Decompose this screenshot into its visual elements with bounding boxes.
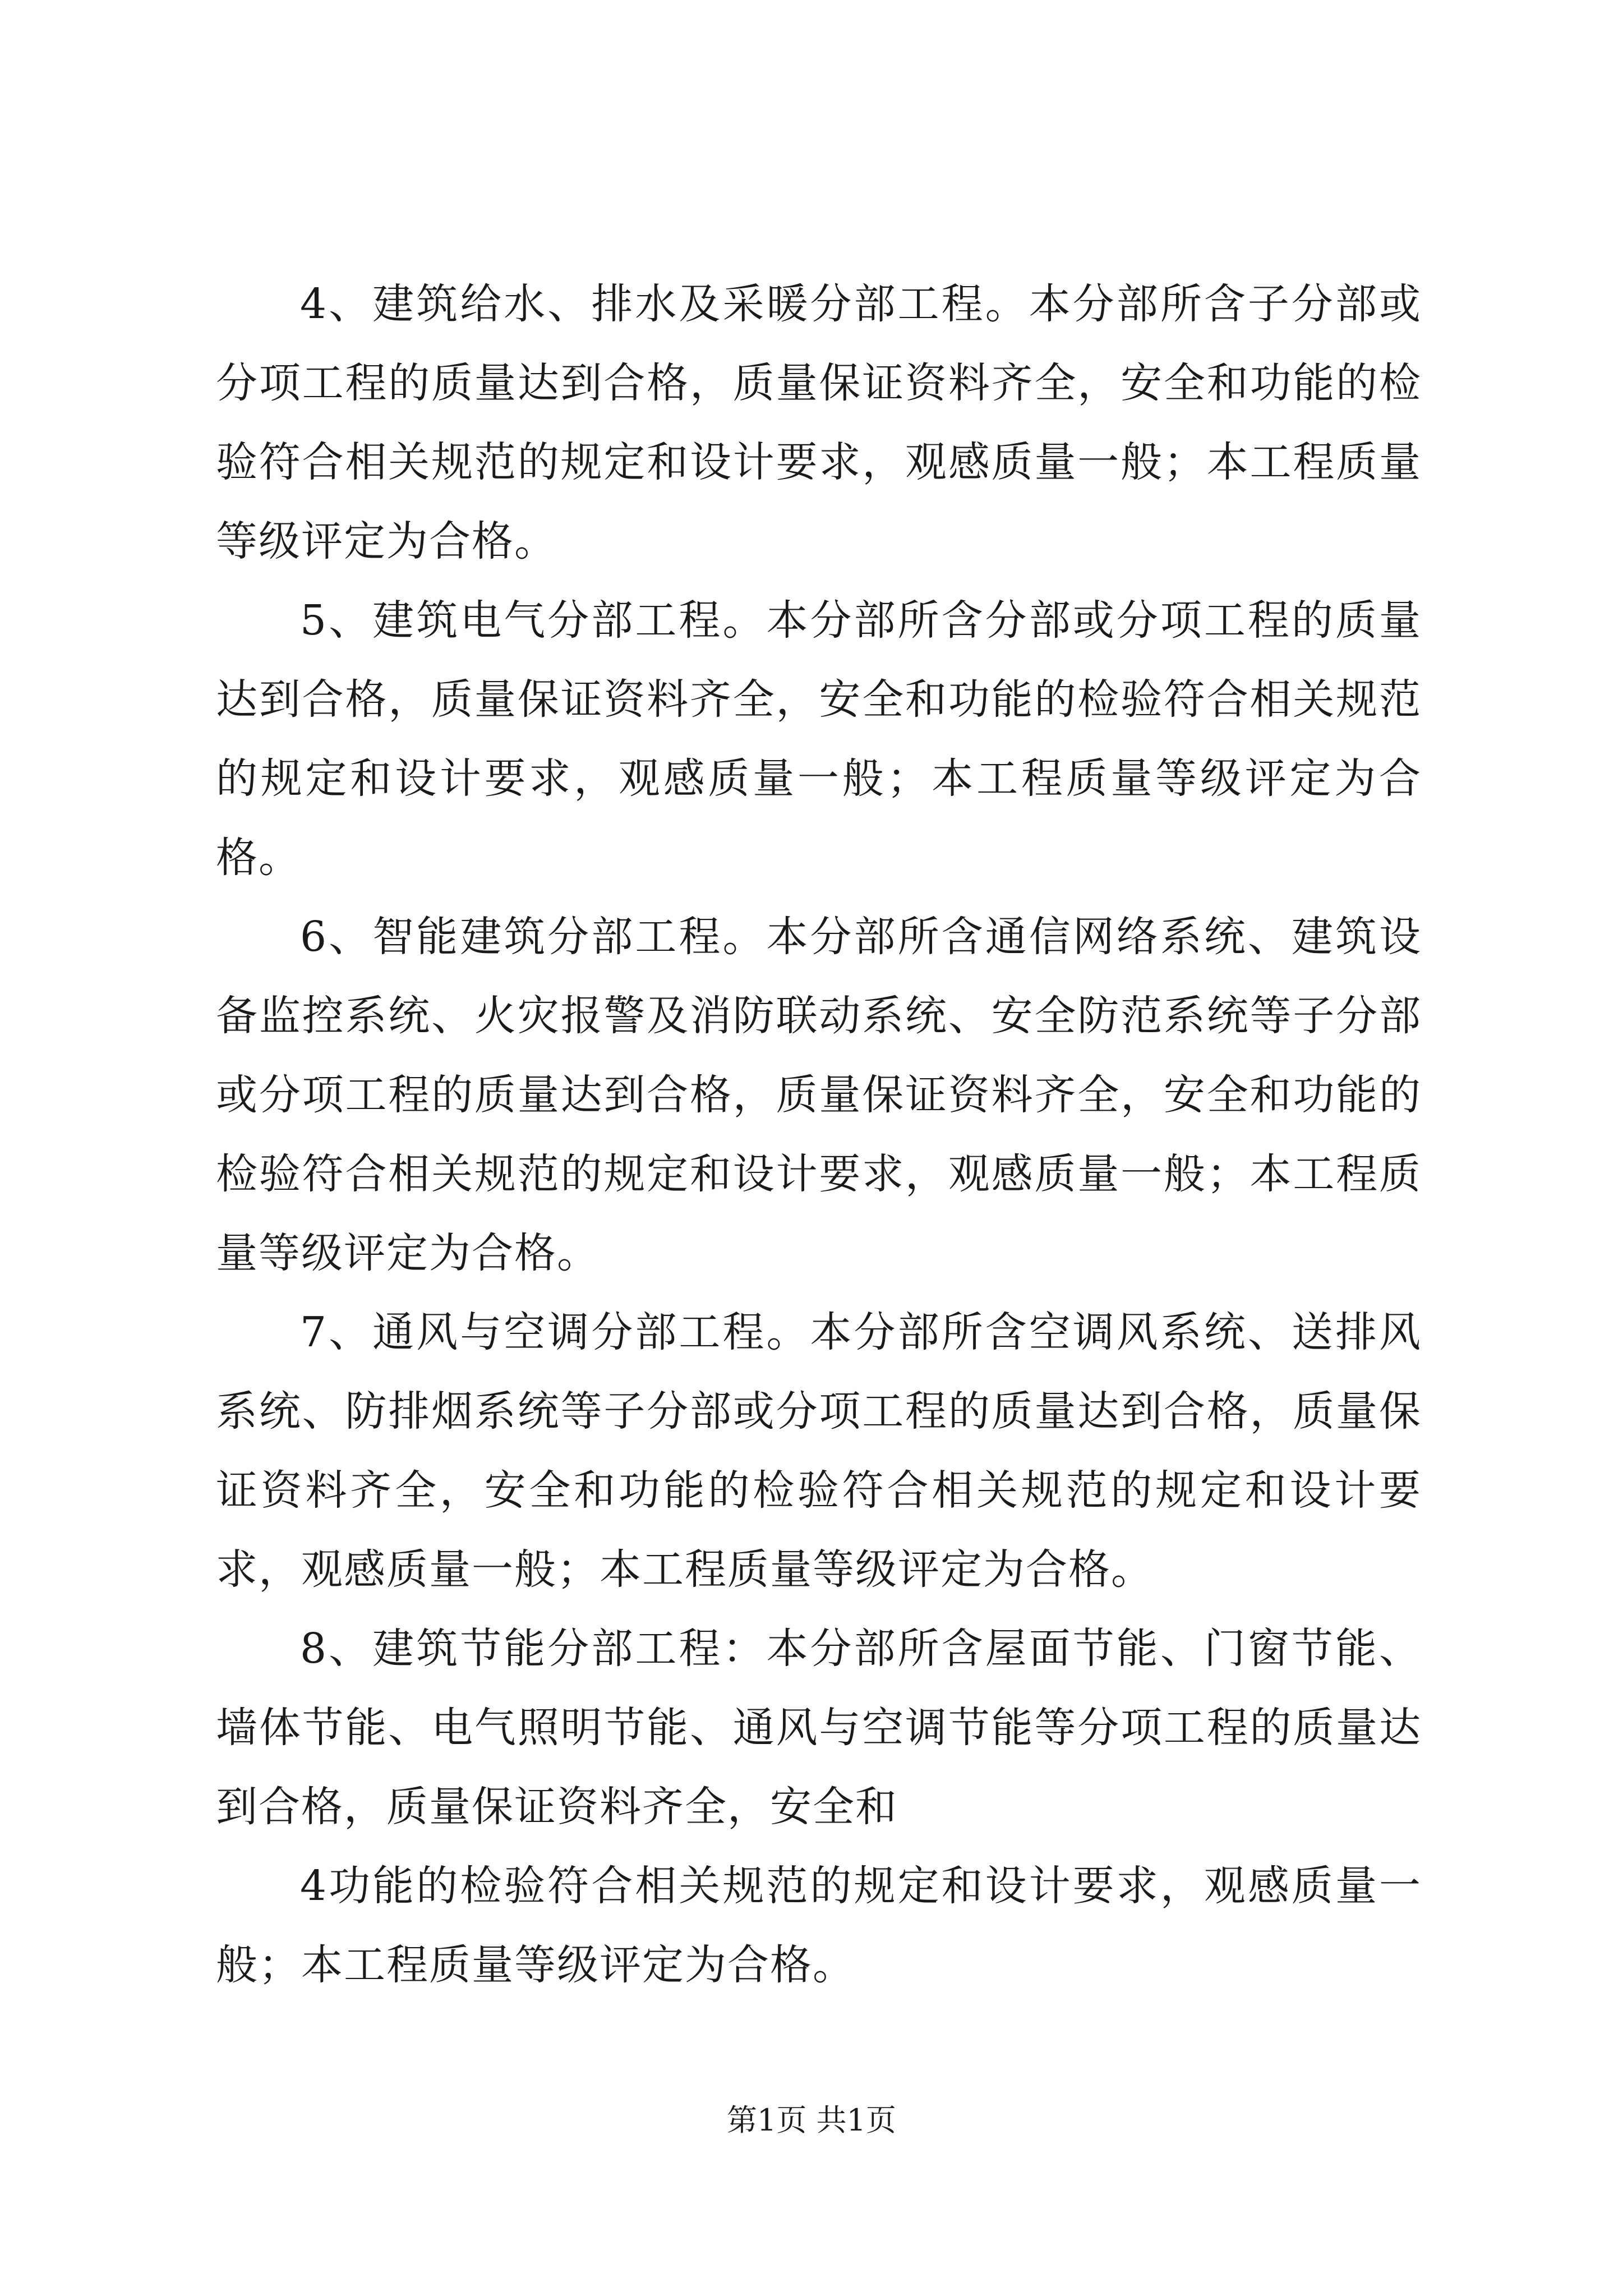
- paragraph-intelligent-building: 6、智能建筑分部工程。本分部所含通信网络系统、建筑设备监控系统、火灾报警及消防联动系统、安全防范系统等子分部或分项工程的质量达到合格，质量保证资料齐全，安全和功能的检验符合相关规范的规定和设计要求，观感质量一般；本工程质量等级评定为合格。: [216, 913, 1422, 1277]
- page-footer: [0, 2101, 1623, 2140]
- paragraph-electrical: 5、建筑电气分部工程。本分部所含分部或分项工程的质量达到合格，质量保证资料齐全，安全和功能的检验符合相关规范的规定和设计要求，观感质量一般；本工程质量等级评定为合格。: [216, 596, 1422, 882]
- paragraph-energy-saving-continued: 4功能的检验符合相关规范的规定和设计要求，观感质量一般；本工程质量等级评定为合格。: [216, 1862, 1422, 1989]
- paragraph-energy-saving: 8、建筑节能分部工程：本分部所含屋面节能、门窗节能、墙体节能、电气照明节能、通风与空调节能等分项工程的质量达到合格，质量保证资料齐全，安全和: [216, 1625, 1422, 1831]
- page-number-label: 第1页 共1页: [727, 2102, 896, 2138]
- document-body: [216, 265, 1422, 2005]
- paragraph-ventilation-air-conditioning: 7、通风与空调分部工程。本分部所含空调风系统、送排风系统、防排烟系统等子分部或分项工程的质量达到合格，质量保证资料齐全，安全和功能的检验符合相关规范的规定和设计要求，观感质量一般；本工程质量等级评定为合格。: [216, 1308, 1422, 1594]
- paragraph-water-supply-drainage-heating: 4、建筑给水、排水及采暖分部工程。本分部所含子分部或分项工程的质量达到合格，质量保证资料齐全，安全和功能的检验符合相关规范的规定和设计要求，观感质量一般；本工程质量等级评定为合格。: [216, 280, 1422, 565]
